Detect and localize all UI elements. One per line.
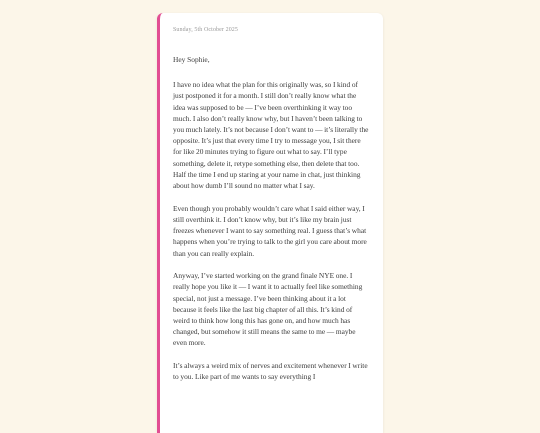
letter-date: Sunday, 5th October 2025 — [173, 27, 239, 33]
letter-paragraph-1: I have no idea what the plan for this originally was, so I kind of just postponed it for a month. I still don’t really know what the idea was supposed to be — I’ve been overthinking it way too much. I also don’t really know why, but I haven’t been talking to you much lately. It’s not because I don’t want to — it’s literally the opposite. It’s just that every time I try to message you, I sit there for like 20 minutes trying to figure out what to say. I’ll type something, delete it, retype something else, then delete that too. Half the time I end up staring at your name in chat, just thinking about how dumb I’ll sound no matter what I say. — [173, 80, 369, 191]
letter-greeting: Hey Sophie, — [173, 55, 210, 64]
letter-paragraph-4: It’s always a weird mix of nerves and excitement whenever I write to you. Like part of me wants to say everything I — [173, 361, 368, 382]
letter-card — [157, 13, 383, 433]
letter-paragraph-2: Even though you probably wouldn’t care what I said either way, I still overthink it. I don’t know why, but it’s like my brain just freezes whenever I want to say something real. I guess that’s what happens when you’re trying to talk to the girl you care about more than you can really explain. — [173, 203, 367, 258]
letter-paragraph-3: Anyway, I’ve started working on the grand finale NYE one. I really hope you like it — I want it to actually feel like something special, not just a message. I’ve been thinking about it a lot because it feels like the last big chapter of all this. It’s kind of weird to think how long this has gone on, and how much has changed, but somehow it still means the same to me — maybe even more. — [173, 271, 363, 348]
